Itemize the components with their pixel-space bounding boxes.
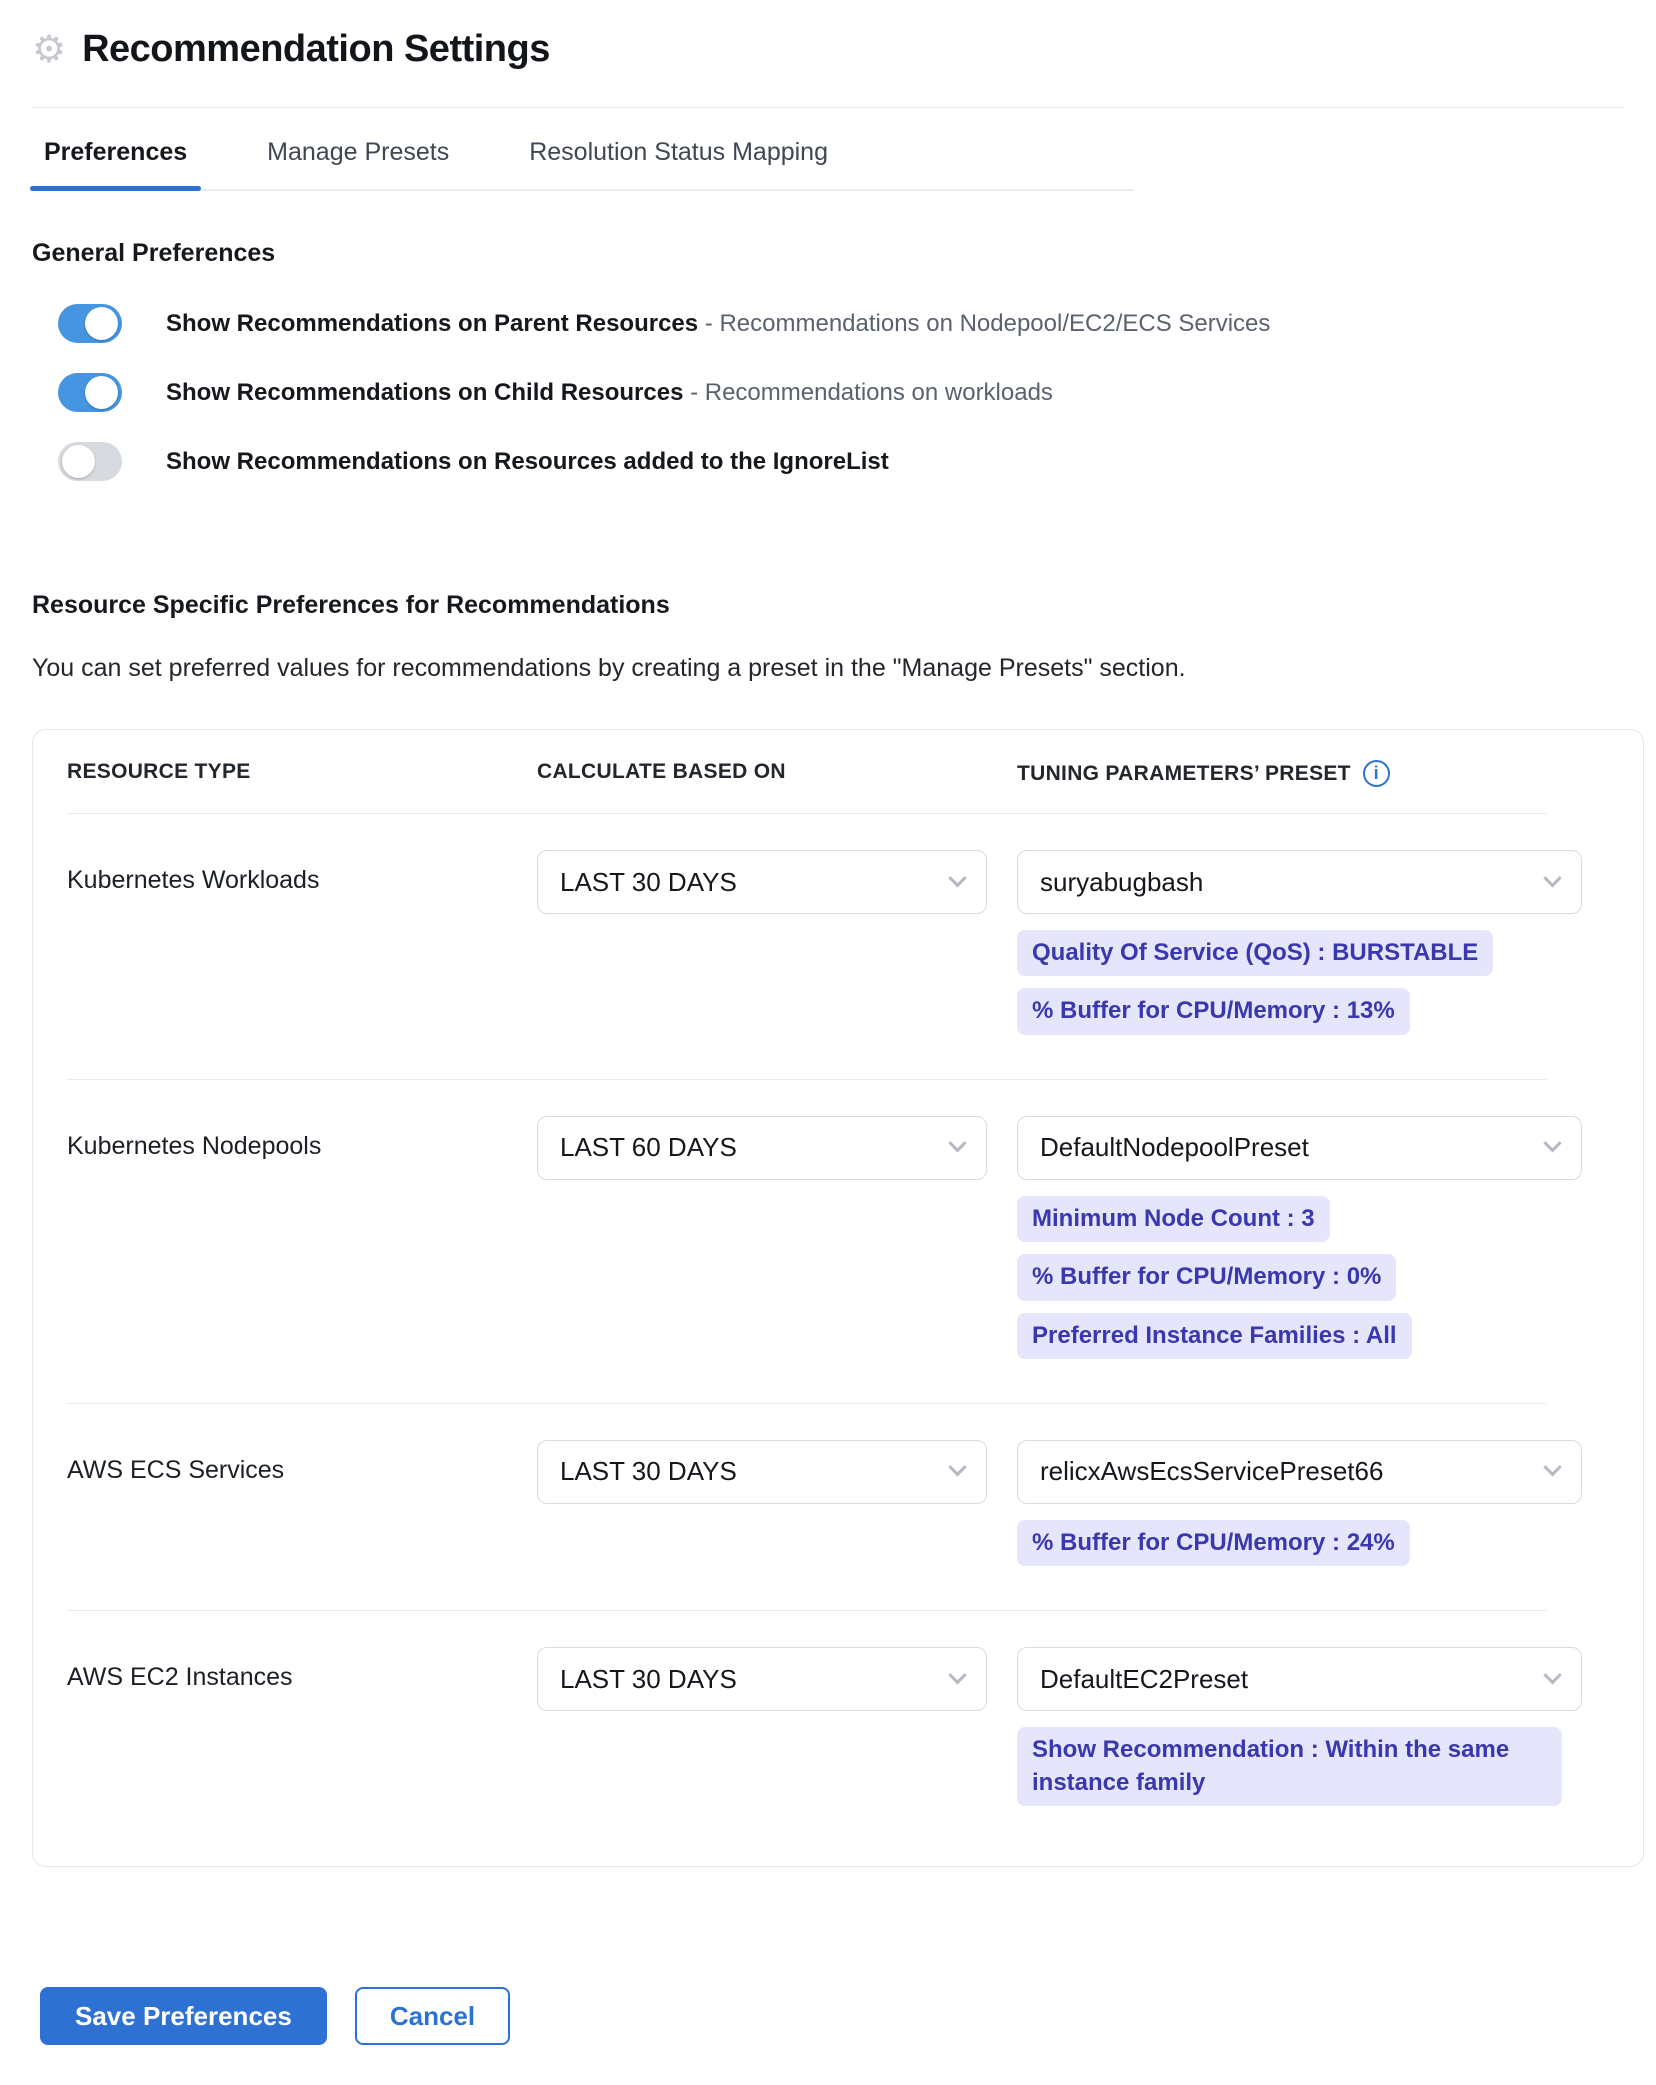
dropdown-value: relicxAwsEcsServicePreset66 (1040, 1456, 1384, 1487)
resource-preferences-description: You can set preferred values for recommendations by creating a preset in the "Manage Presets" section. (32, 654, 1186, 682)
table-row-aws-ecs-services (67, 1404, 1547, 1611)
tuning-preset-dropdown[interactable] (1017, 1647, 1582, 1711)
calculate-based-on-dropdown[interactable] (537, 1647, 987, 1711)
tuning-preset-dropdown[interactable] (1017, 850, 1582, 914)
resource-type-label: AWS ECS Services (67, 1455, 285, 1484)
toggle-row-ignorelist-resources (32, 442, 1624, 481)
preset-parameter-tag: % Buffer for CPU/Memory : 24% (1017, 1520, 1410, 1566)
preset-parameter-tag: Show Recommendation : Within the same instance family (1017, 1727, 1562, 1806)
table-header-row (67, 730, 1547, 814)
preset-parameter-tag: Minimum Node Count : 3 (1017, 1196, 1330, 1242)
resource-specific-preferences-section (32, 591, 1624, 1867)
resource-type-label: Kubernetes Nodepools (67, 1131, 322, 1160)
toggle-row-parent-resources (32, 304, 1624, 343)
dropdown-value: LAST 60 DAYS (560, 1132, 737, 1163)
toggle-knob (85, 307, 118, 340)
toggle-label-bold: Show Recommendations on Resources added to the IgnoreList (166, 447, 889, 475)
tab-bar (30, 108, 1134, 191)
chevron-down-icon (948, 1459, 966, 1477)
toggle-label (166, 308, 1270, 339)
preset-parameter-tags (1017, 1520, 1582, 1566)
dropdown-value: DefaultNodepoolPreset (1040, 1132, 1309, 1163)
cancel-button[interactable]: Cancel (355, 1987, 510, 2045)
dropdown-value: LAST 30 DAYS (560, 1456, 737, 1487)
toggle-row-child-resources (32, 373, 1624, 412)
dropdown-value: DefaultEC2Preset (1040, 1663, 1249, 1694)
preset-parameter-tag: Preferred Instance Families : All (1017, 1313, 1412, 1359)
chevron-down-icon (948, 1134, 966, 1152)
footer-actions (32, 1987, 1624, 2045)
chevron-down-icon (1543, 1666, 1561, 1684)
page-header (32, 28, 1624, 71)
toggle-label-bold: Show Recommendations on Child Resources (166, 378, 684, 406)
resource-type-label: Kubernetes Workloads (67, 866, 320, 894)
toggle-knob (62, 445, 95, 478)
chevron-down-icon (1543, 1134, 1561, 1152)
toggle-label-bold: Show Recommendations on Parent Resources (166, 309, 699, 337)
ignorelist-resources-toggle[interactable] (58, 442, 122, 481)
resource-preferences-table (32, 729, 1644, 1867)
tab-manage-presets[interactable]: Manage Presets (267, 138, 450, 166)
table-row-kubernetes-nodepools (67, 1080, 1547, 1404)
toggle-label (166, 446, 889, 477)
column-header-calculate-based-on: CALCULATE BASED ON (537, 760, 786, 783)
tuning-preset-dropdown[interactable] (1017, 1440, 1582, 1504)
dropdown-value: LAST 30 DAYS (560, 866, 737, 897)
toggle-label-description: - Recommendations on workloads (690, 378, 1053, 406)
save-preferences-button[interactable]: Save Preferences (40, 1987, 327, 2045)
preset-parameter-tags (1017, 1196, 1582, 1359)
calculate-based-on-dropdown[interactable] (537, 850, 987, 914)
preset-parameter-tags (1017, 930, 1582, 1035)
calculate-based-on-dropdown[interactable] (537, 1440, 987, 1504)
page-title: Recommendation Settings (82, 28, 550, 70)
preset-parameter-tag: Quality Of Service (QoS) : BURSTABLE (1017, 930, 1493, 976)
chevron-down-icon (948, 869, 966, 887)
general-preferences-heading: General Preferences (32, 239, 276, 267)
resource-preferences-heading: Resource Specific Preferences for Recommendations (32, 591, 670, 619)
toggle-knob (85, 376, 118, 409)
chevron-down-icon (948, 1666, 966, 1684)
table-row-kubernetes-workloads (67, 814, 1547, 1080)
dropdown-value: LAST 30 DAYS (560, 1663, 737, 1694)
column-header-resource-type: RESOURCE TYPE (67, 760, 251, 783)
tab-resolution-status-mapping[interactable]: Resolution Status Mapping (529, 138, 828, 166)
parent-resources-toggle[interactable] (58, 304, 122, 343)
chevron-down-icon (1543, 1459, 1561, 1477)
preset-parameter-tags (1017, 1727, 1582, 1806)
tab-preferences[interactable]: Preferences (30, 108, 201, 189)
toggle-label (166, 377, 1053, 408)
tuning-preset-dropdown[interactable] (1017, 1116, 1582, 1180)
info-icon[interactable]: i (1363, 760, 1390, 787)
column-header-tuning-preset (1017, 760, 1547, 787)
chevron-down-icon (1543, 869, 1561, 887)
resource-type-label: AWS EC2 Instances (67, 1663, 293, 1692)
general-preferences-section (32, 239, 1624, 481)
preset-parameter-tag: % Buffer for CPU/Memory : 13% (1017, 988, 1410, 1034)
table-row-aws-ec2-instances (67, 1611, 1547, 1836)
gear-icon: ⚙ (32, 28, 67, 71)
preset-parameter-tag: % Buffer for CPU/Memory : 0% (1017, 1254, 1396, 1300)
child-resources-toggle[interactable] (58, 373, 122, 412)
calculate-based-on-dropdown[interactable] (537, 1116, 987, 1180)
toggle-label-description: - Recommendations on Nodepool/EC2/ECS Services (704, 309, 1271, 337)
dropdown-value: suryabugbash (1040, 866, 1204, 897)
column-header-tuning-preset-label: TUNING PARAMETERS’ PRESET (1017, 761, 1351, 785)
